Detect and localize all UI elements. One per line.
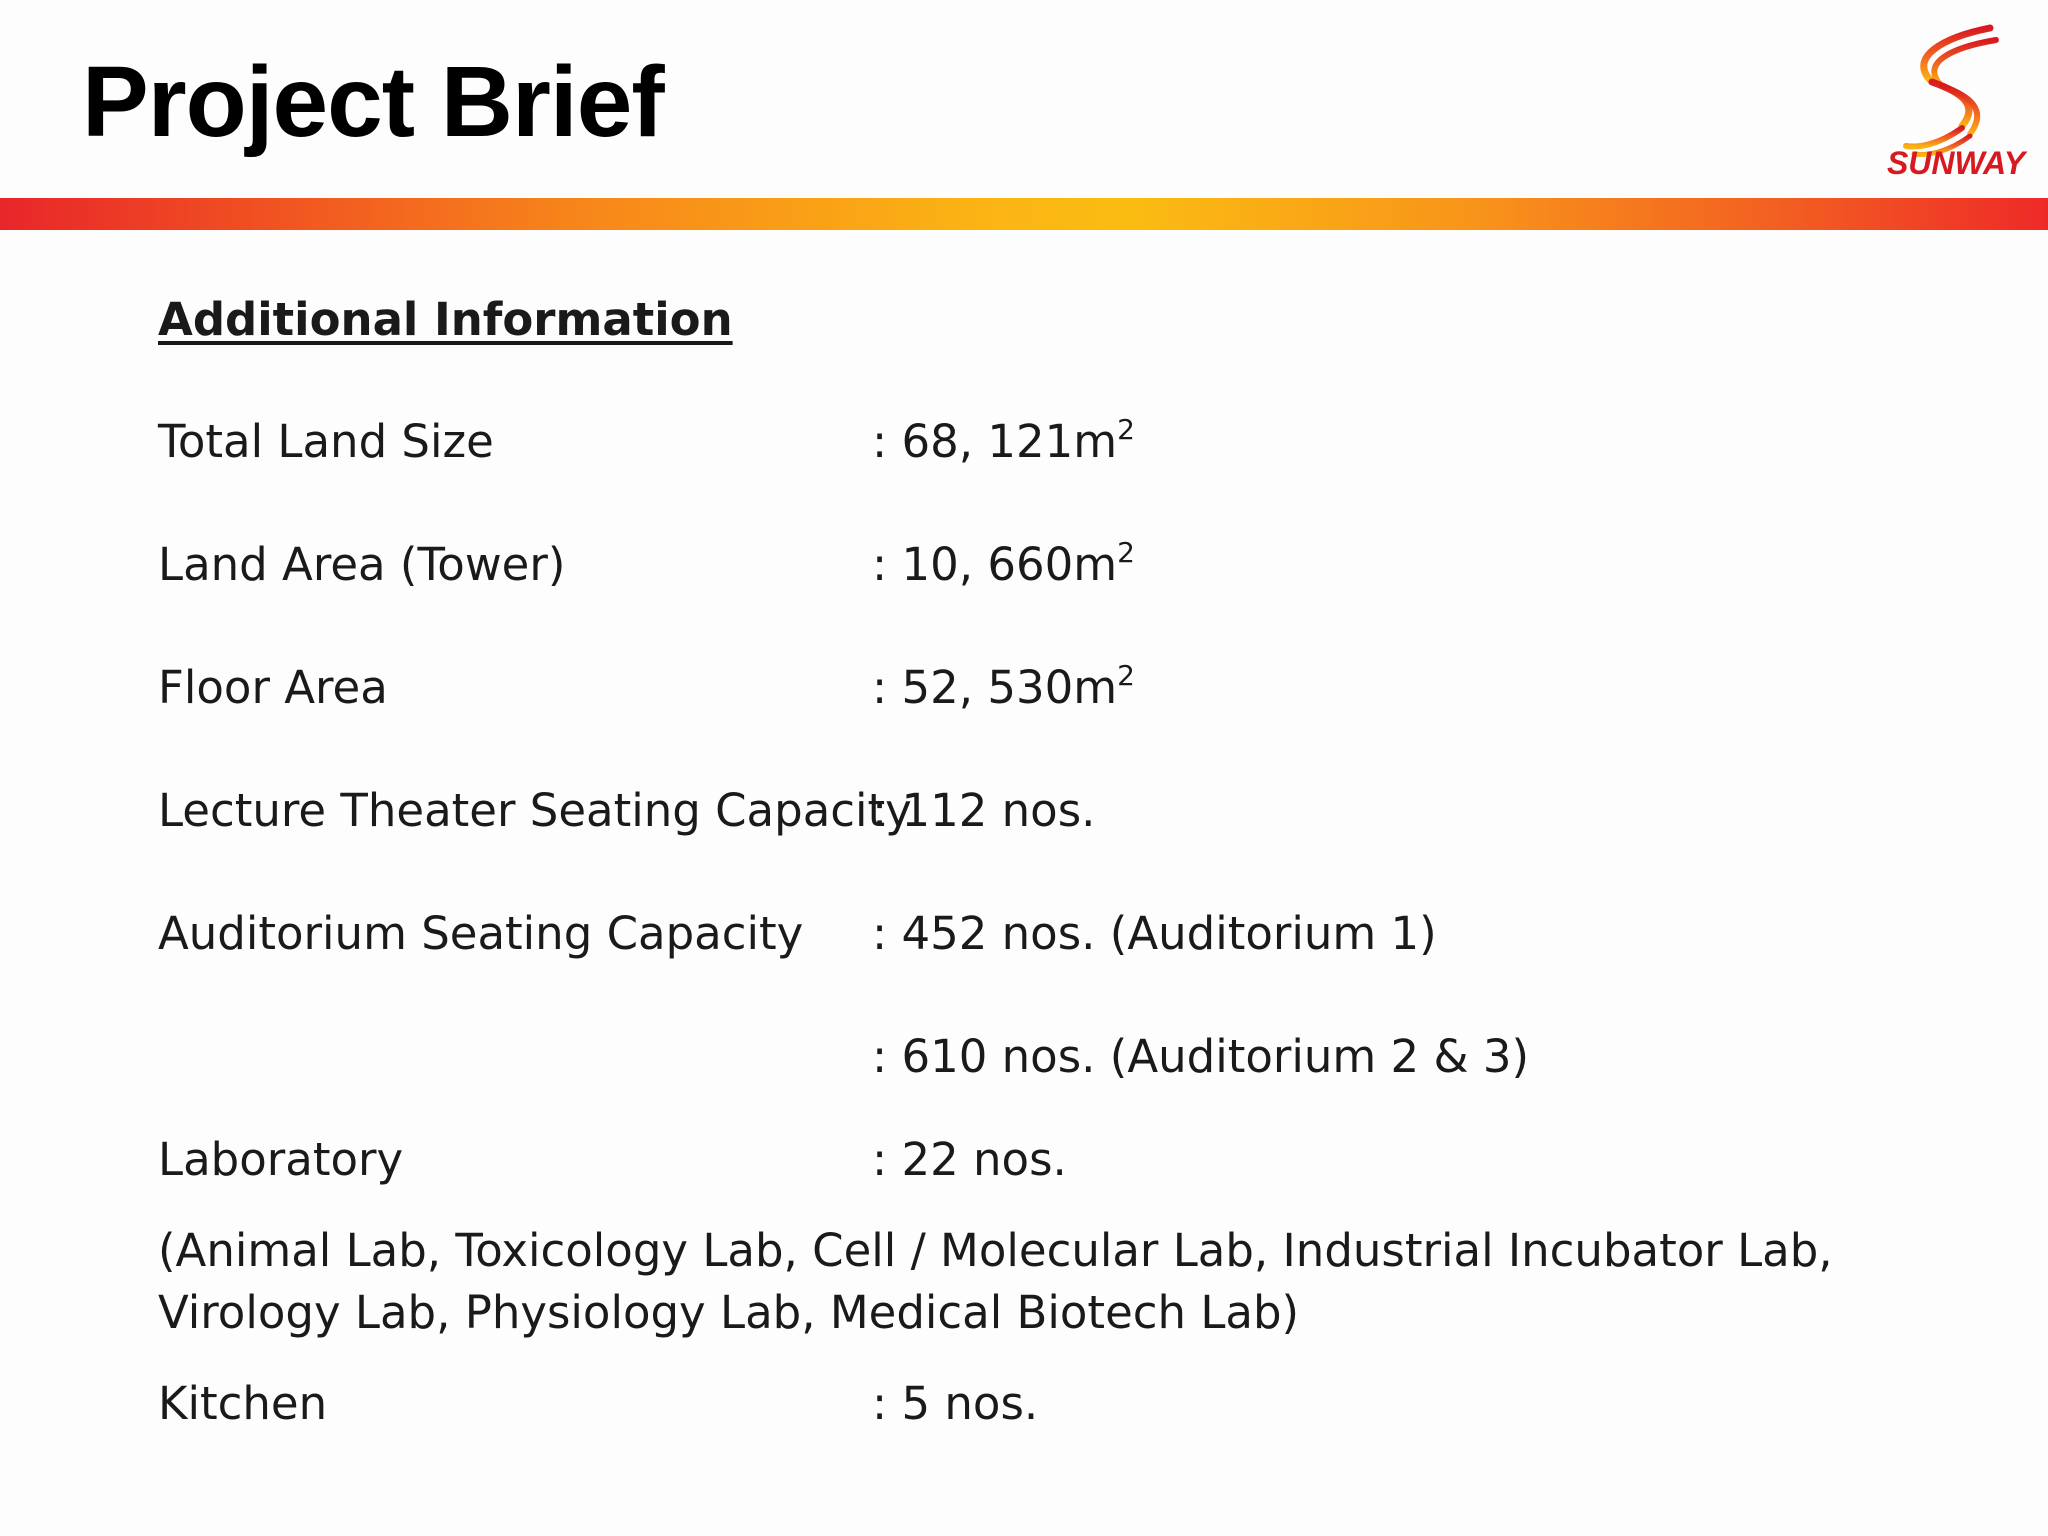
row-label: Floor Area xyxy=(158,661,388,714)
note-line-1: (Animal Lab, Toxicology Lab, Cell / Molecular Lab, Industrial Incubator Lab, xyxy=(158,1224,1833,1277)
section-heading: Additional Information xyxy=(158,293,733,346)
row-value: : 610 nos. (Auditorium 2 & 3) xyxy=(872,1030,1530,1083)
row-value: : 68, $121m^2$ xyxy=(872,413,1135,468)
note-line-2: Virology Lab, Physiology Lab, Medical Biotech Lab) xyxy=(158,1286,1300,1339)
row-label: Laboratory xyxy=(158,1133,404,1186)
row-label: Auditorium Seating Capacity xyxy=(158,907,804,960)
row-value: : 452 nos. (Auditorium 1) xyxy=(872,907,1437,960)
row-label: Lecture Theater Seating Capacity xyxy=(158,784,912,837)
page-title: Project Brief xyxy=(82,46,664,158)
brand-name: SUNWAY xyxy=(1886,145,2026,181)
additional-information-section xyxy=(158,282,1958,1430)
header-gradient-band xyxy=(0,198,2048,230)
row-label: Total Land Size xyxy=(158,415,494,468)
row-label: Kitchen xyxy=(158,1377,328,1430)
row-value: : 5 nos. xyxy=(872,1377,1039,1430)
row-value: : 112 nos. xyxy=(872,784,1096,837)
row-value: : 10, $660m^2$ xyxy=(872,536,1135,591)
row-value: : 22 nos. xyxy=(872,1133,1067,1186)
row-value: : 52, $530m^2$ xyxy=(872,659,1135,714)
laboratory-list-note xyxy=(158,1220,1858,1344)
row-label: Land Area (Tower) xyxy=(158,538,566,591)
